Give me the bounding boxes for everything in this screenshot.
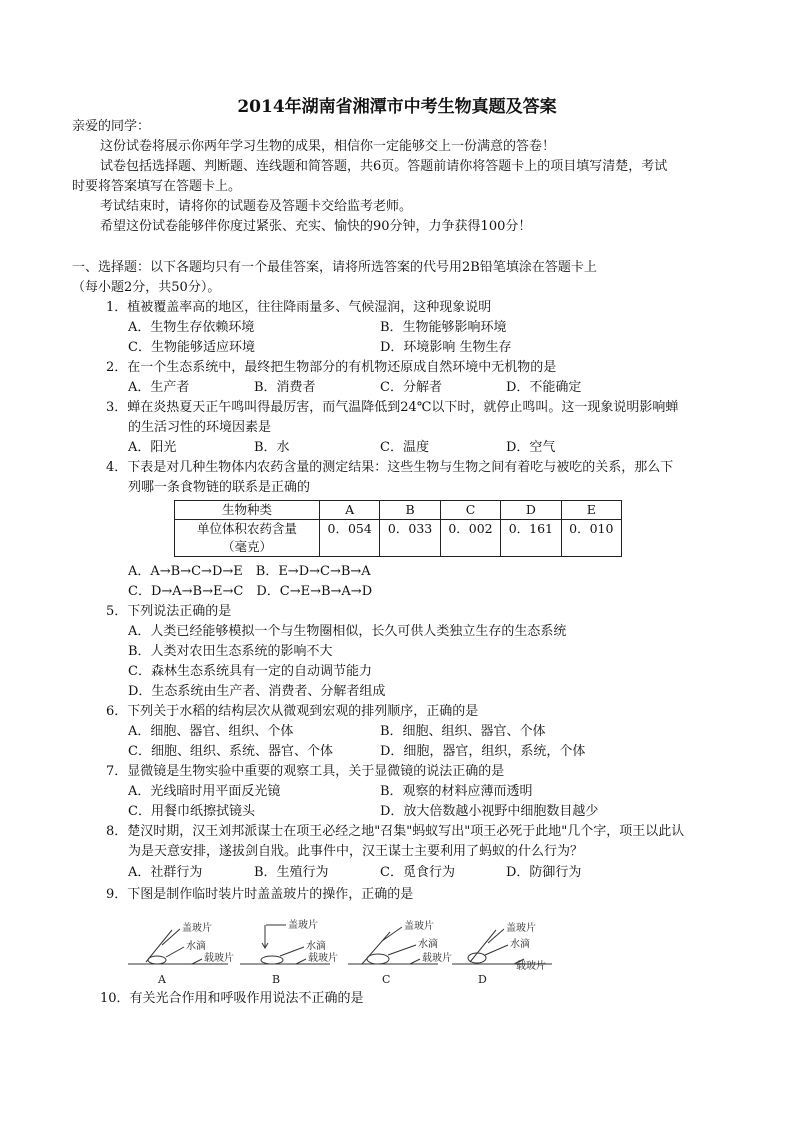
- q8-option-c: C．觅食行为: [380, 865, 455, 880]
- fig-c-label-cover: 盖玻片: [404, 921, 434, 932]
- q5-option-c: C．森林生态系统具有一定的自动调节能力: [128, 664, 372, 679]
- q2-option-b: B．消费者: [254, 380, 316, 395]
- fig-a-label-drop: 水滴: [186, 941, 206, 952]
- pesticide-table: [174, 500, 622, 557]
- q4-options-cd: C．D→A→B→E→C D．C→E→B→A→D: [128, 584, 373, 599]
- fig-c-label-slide: 载玻片: [422, 953, 452, 964]
- q6-option-d: D．细胞，器官，组织，系统，个体: [380, 744, 586, 759]
- q2-option-d: D．不能确定: [506, 380, 582, 395]
- q3-stem: 3．蝉在炎热夏天正午鸣叫得最厉害，而气温降低到24℃以下时，就停止鸣叫。这一现象说明影响蝉: [106, 400, 679, 415]
- q8-option-d: D．防御行为: [506, 865, 582, 880]
- fig-b-label-cover: 盖玻片: [288, 920, 318, 931]
- fig-b-leader: [296, 959, 306, 964]
- table-value-d: 0．161: [501, 520, 561, 557]
- fig-c-label-drop: 水滴: [418, 939, 438, 950]
- intro-paragraph-2: 试卷包括选择题、判断题、连线题和简答题，共6页。答题前请你将答题卡上的项目填写清楚，考试: [100, 159, 668, 174]
- q3-option-b: B．水: [254, 440, 290, 455]
- q2-stem: 2．在一个生态系统中，最终把生物部分的有机物还原成自然环境中无机物的是: [106, 360, 557, 375]
- fig-b-leader: [280, 947, 304, 956]
- q1-stem: 1．植被覆盖率高的地区，往往降雨量多、气候湿润，这种现象说明: [106, 300, 492, 315]
- section-heading: 一、选择题：以下各题均只有一个最佳答案，请将所选答案的代号用2B铅笔填涂在答题卡上: [72, 260, 597, 275]
- table-value-e: 0．010: [561, 520, 621, 557]
- q5-option-a: A．人类已经能够模拟一个与生物圈相似，长久可供人类独立生存的生态系统: [128, 624, 567, 639]
- q7-option-b: B．观察的材料应薄而透明: [380, 784, 533, 799]
- table-col-d: D: [501, 501, 561, 520]
- intro-paragraph-4: 希望这份试卷能够伴你度过紧张、充实、愉快的90分钟，力争获得100分！: [100, 219, 532, 234]
- q10-stem: 10．有关光合作用和呼吸作用说法不正确的是: [100, 991, 364, 1006]
- fig-a-label-slide: 载玻片: [204, 953, 234, 964]
- fig-d-leader: [488, 929, 504, 943]
- table-col-c: C: [440, 501, 500, 520]
- q1-option-b: B．生物能够影响环境: [380, 320, 507, 335]
- q5-option-b: B．人类对农田生态系统的影响不大: [128, 644, 333, 659]
- intro-paragraph-3: 考试结束时，请将你的试题卷及答题卡交给监考老师。: [100, 199, 413, 214]
- q7-option-a: A．光线暗时用平面反光镜: [128, 784, 281, 799]
- intro-paragraph-1: 这份试卷将展示你两年学习生物的成果，相信你一定能够交上一份满意的答卷！: [100, 139, 556, 154]
- table-row: [175, 520, 622, 557]
- table-value-c: 0．002: [440, 520, 500, 557]
- fig-c-water-drop: [367, 954, 389, 964]
- q8-stem-cont: 为是天意安排，遂拔剑自戕。此事件中，汉王谋士主要利用了蚂蚁的什么行为？: [128, 844, 584, 859]
- q9-stem: 9．下图是制作临时装片时盖盖玻片的操作，正确的是: [106, 887, 414, 902]
- q4-options-ab: A．A→B→C→D→E B．E→D→C→B→A: [128, 564, 371, 579]
- fig-d-label-cover: 盖玻片: [506, 923, 536, 934]
- q1-option-c: C．生物能够适应环境: [128, 340, 255, 355]
- intro-greeting: 亲爱的同学：: [72, 119, 151, 134]
- table-value-b: 0．033: [380, 520, 440, 557]
- q1-option-a: A．生物生存依赖环境: [128, 320, 255, 335]
- q7-option-d: D．放大倍数越小视野中细胞数目越少: [380, 804, 599, 819]
- fig-c-coverslip: [362, 932, 390, 964]
- table-row-label-line1: 单位体积农药含量: [196, 521, 297, 536]
- table-col-e: E: [561, 501, 621, 520]
- fig-a-leader: [192, 959, 202, 964]
- fig-b-label-drop: 水滴: [306, 941, 326, 952]
- fig-d-label-drop: 水滴: [510, 939, 530, 950]
- coverslip-figure: [120, 915, 560, 990]
- q5-option-d: D．生态系统由生产者、消费者、分解者组成: [128, 684, 386, 699]
- fig-c-leader: [382, 927, 402, 941]
- q6-stem: 6．下列关于水稻的结构层次从微观到宏观的排列顺序，正确的是: [106, 704, 479, 719]
- q5-stem: 5．下列说法正确的是: [106, 604, 232, 619]
- q7-option-c: C．用餐巾纸擦拭镜头: [128, 804, 255, 819]
- fig-a-letter: A: [158, 973, 166, 986]
- q8-stem: 8．楚汉时期，汉王刘邦派谋士在项王必经之地"召集"蚂蚁写出"项王必死于此地"几个字，项王以此认: [106, 824, 685, 839]
- q3-option-d: D．空气: [506, 440, 556, 455]
- q1-option-d: D．环境影响 生物生存: [380, 340, 512, 355]
- table-row-label: [175, 520, 320, 557]
- fig-d-water-drop: [468, 953, 486, 963]
- section-heading-cont: （每小题2分，共50分）。: [72, 280, 221, 295]
- fig-d-coverslip: [470, 930, 496, 962]
- q8-option-a: A．社群行为: [128, 865, 203, 880]
- fig-c-leader: [388, 945, 416, 955]
- q3-option-c: C．温度: [380, 440, 429, 455]
- fig-b-label-slide: 载玻片: [308, 953, 338, 964]
- fig-d-label-slide: 载玻片: [516, 961, 546, 972]
- q8-option-b: B．生殖行为: [254, 865, 329, 880]
- q4-stem: 4．下表是对几种生物体内农药含量的测定结果：这些生物与生物之间有着吃与被吃的关系，那么下: [106, 460, 674, 475]
- fig-d-leader: [485, 945, 508, 955]
- q4-stem-cont: 列哪一条食物链的联系是正确的: [128, 480, 311, 495]
- q6-option-c: C．细胞、组织、系统、器官、个体: [128, 744, 333, 759]
- table-row: [175, 501, 622, 520]
- table-col-a: A: [320, 501, 380, 520]
- table-row-label-line2: （毫克）: [221, 539, 272, 554]
- fig-a-label-cover: 盖玻片: [182, 923, 212, 934]
- q7-stem: 7．显微镜是生物实验中重要的观察工具，关于显微镜的说法正确的是: [106, 764, 505, 779]
- page-title: 2014年湖南省湘潭市中考生物真题及答案: [237, 97, 557, 117]
- fig-a-water-drop: [148, 956, 166, 964]
- q2-option-a: A．生产者: [128, 380, 190, 395]
- fig-b-letter: B: [272, 973, 281, 986]
- q3-stem-cont: 的生活习性的环境因素是: [128, 420, 272, 435]
- fig-b-water-drop: [261, 956, 283, 964]
- q2-option-c: C．分解者: [380, 380, 442, 395]
- fig-a-leader: [166, 947, 184, 957]
- fig-d-letter: D: [478, 973, 487, 986]
- q6-option-a: A．细胞、器官、组织、个体: [128, 724, 294, 739]
- table-value-a: 0．054: [320, 520, 380, 557]
- q6-option-b: B．细胞、组织、器官、个体: [380, 724, 546, 739]
- q3-option-a: A．阳光: [128, 440, 177, 455]
- table-header-label: 生物种类: [175, 501, 320, 520]
- fig-c-leader: [410, 959, 420, 964]
- fig-c-letter: C: [382, 973, 391, 986]
- table-col-b: B: [380, 501, 440, 520]
- intro-paragraph-2-cont: 时要将答案填写在答题卡上。: [72, 179, 242, 194]
